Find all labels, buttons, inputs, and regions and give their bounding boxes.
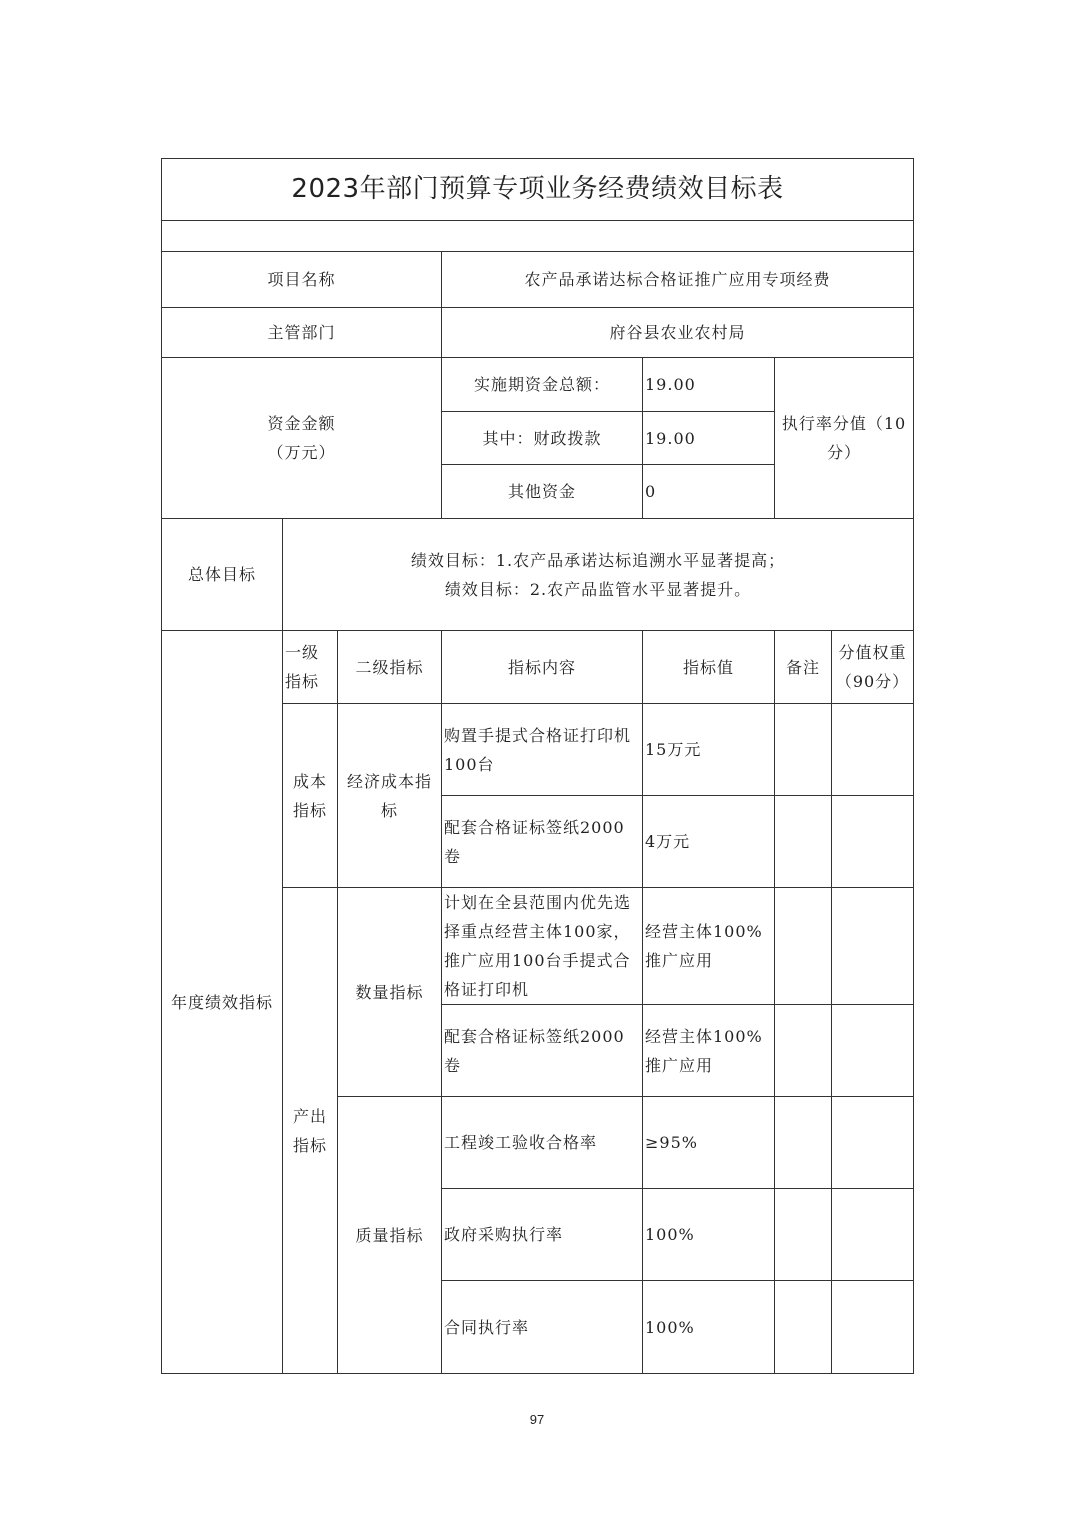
cost-content-1: 购置手提式合格证打印机100台 [442, 704, 643, 796]
quality-content-1: 工程竣工验收合格率 [442, 1097, 643, 1189]
project-name-value: 农产品承诺达标合格证推广应用专项经费 [442, 252, 914, 308]
quantity-content-2: 配套合格证标签纸2000卷 [442, 1005, 643, 1097]
cost-value-2: 4万元 [643, 796, 775, 888]
cost-level1-line2: 指标 [292, 800, 327, 820]
header-level2: 二级指标 [338, 631, 442, 704]
performance-target-table [161, 158, 914, 1374]
project-name-label: 项目名称 [162, 252, 442, 308]
quantity-value-2: 经营主体100%推广应用 [643, 1005, 775, 1097]
table-title: 2023年部门预算专项业务经费绩效目标表 [162, 159, 914, 221]
quality-weight-2 [832, 1189, 914, 1281]
header-remark: 备注 [775, 631, 832, 704]
header-content: 指标内容 [442, 631, 643, 704]
header-value: 指标值 [643, 631, 775, 704]
quantity-weight-2 [832, 1005, 914, 1097]
exec-rate-label: 执行率分值（10分） [775, 358, 914, 519]
cost-weight-1 [832, 704, 914, 796]
cost-level2: 经济成本指标 [338, 704, 442, 888]
funds-fiscal-label: 其中：财政拨款 [442, 412, 643, 465]
quantity-weight-1 [832, 888, 914, 1005]
funds-other-label: 其他资金 [442, 465, 643, 519]
quantity-remark-1 [775, 888, 832, 1005]
cost-value-1: 15万元 [643, 704, 775, 796]
funds-other-value: 0 [643, 465, 775, 519]
cost-remark-2 [775, 796, 832, 888]
dept-label: 主管部门 [162, 308, 442, 358]
quality-value-1: ≥95% [643, 1097, 775, 1189]
cost-remark-1 [775, 704, 832, 796]
blank-row [162, 221, 914, 252]
page-number: 97 [529, 1412, 545, 1427]
overall-target-line1: 绩效目标：1.农产品承诺达标追溯水平显著提高； [410, 550, 786, 570]
quality-value-2: 100% [643, 1189, 775, 1281]
overall-target-content [283, 519, 914, 631]
quality-value-3: 100% [643, 1281, 775, 1374]
quality-content-3: 合同执行率 [442, 1281, 643, 1374]
funds-fiscal-value: 19.00 [643, 412, 775, 465]
quantity-content-1: 计划在全县范围内优先选择重点经营主体100家，推广应用100台手提式合格证打印机 [442, 888, 643, 1005]
cost-level1 [283, 704, 338, 888]
overall-target-label: 总体目标 [162, 519, 283, 631]
quality-remark-3 [775, 1281, 832, 1374]
funds-total-value: 19.00 [643, 358, 775, 412]
quantity-level2: 数量指标 [338, 888, 442, 1097]
funds-label [162, 358, 442, 519]
quality-content-2: 政府采购执行率 [442, 1189, 643, 1281]
quality-weight-3 [832, 1281, 914, 1374]
cost-content-2: 配套合格证标签纸2000卷 [442, 796, 643, 888]
output-level1-line1: 产出 [292, 1106, 327, 1126]
quantity-value-1: 经营主体100%推广应用 [643, 888, 775, 1005]
header-weight: 分值权重（90分） [832, 631, 914, 704]
dept-value: 府谷县农业农村局 [442, 308, 914, 358]
annual-target-label: 年度绩效指标 [162, 631, 283, 1374]
quality-weight-1 [832, 1097, 914, 1189]
quantity-remark-2 [775, 1005, 832, 1097]
overall-target-line2: 绩效目标：2.农产品监管水平显著提升。 [444, 579, 752, 599]
funds-label-line1: 资金金额 [267, 414, 336, 433]
quality-remark-1 [775, 1097, 832, 1189]
funds-label-line2: （万元） [267, 443, 336, 462]
quality-remark-2 [775, 1189, 832, 1281]
funds-total-label: 实施期资金总额： [442, 358, 643, 412]
output-level1-line2: 指标 [292, 1135, 327, 1155]
header-level1: 一级指标 [283, 631, 338, 704]
cost-weight-2 [832, 796, 914, 888]
quality-level2: 质量指标 [338, 1097, 442, 1374]
output-level1 [283, 888, 338, 1374]
cost-level1-line1: 成本 [292, 771, 327, 791]
